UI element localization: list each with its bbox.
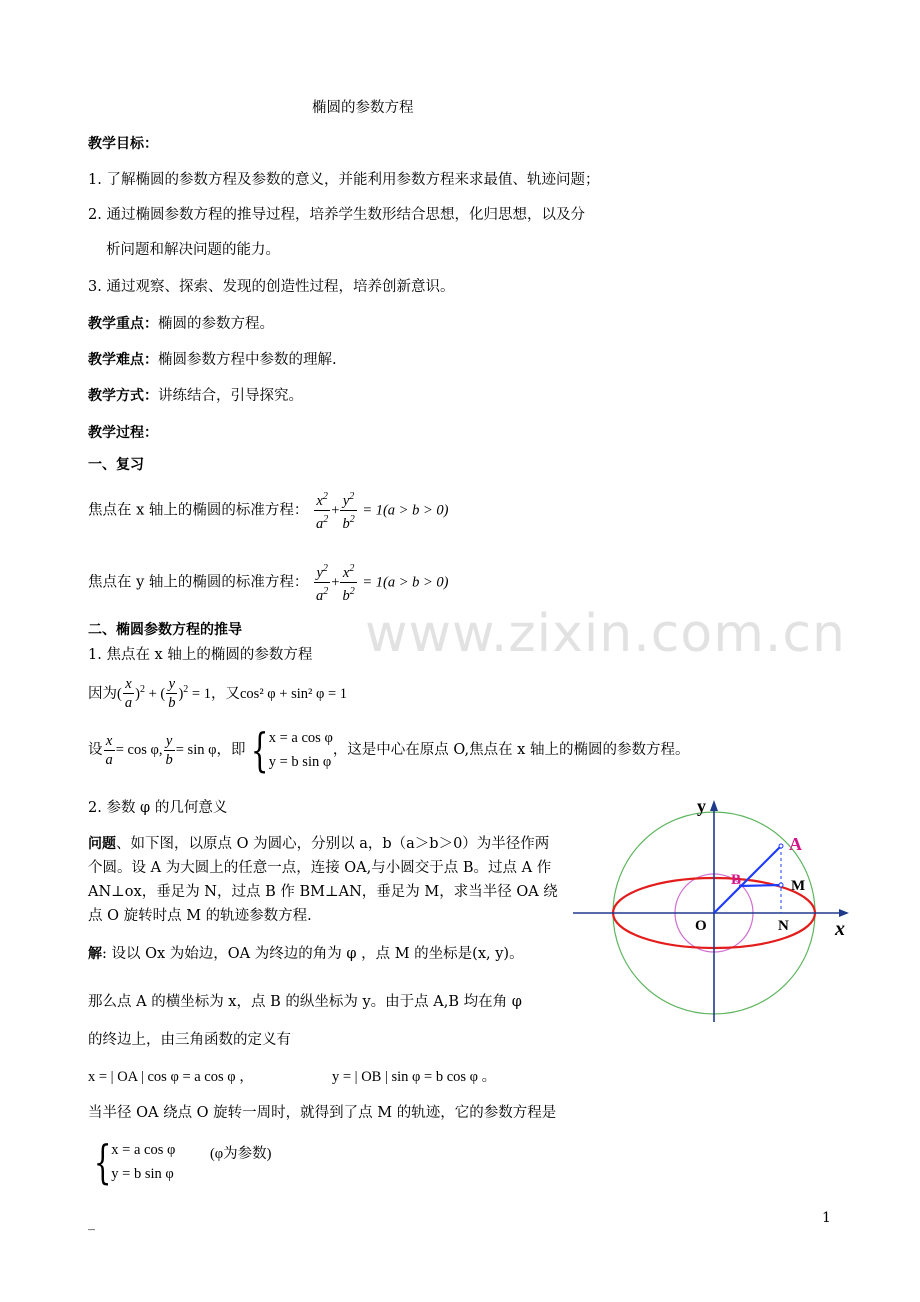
std-eq-y-text: 焦点在 y 轴上的椭圆的标准方程： [88,574,309,591]
fraction: $\frac{x^2}{a^2}$ [314,488,330,533]
key-label: 教学重点： [88,316,158,332]
section-1-heading: 一、复习 [88,457,144,473]
fraction: $\frac{y^2}{a^2}$ [314,560,330,605]
page-title: 椭圆的参数方程 [312,100,414,116]
goal-1: 1. 了解椭圆的参数方程及参数的意义，并能利用参数方程来求最值、轨迹问题； [88,172,600,188]
std-eq-x-text: 焦点在 x 轴上的椭圆的标准方程： [88,502,309,519]
fraction: $\frac{y^2}{b^2}$ [340,488,356,533]
subsection-1: 1. 焦点在 x 轴上的椭圆的参数方程 [88,647,313,663]
also-label: ，又 [210,685,240,702]
label-y: y [697,796,706,816]
fraction: $\frac{y}{b}$ [168,676,176,712]
std-eq-y-cond: = 1(a > b > 0) [362,574,449,591]
solution-line [88,944,524,964]
eq-x: x = | OA | cos φ = a cos φ ， [88,1069,254,1085]
param-note: ，这是中心在原点 O,焦点在 x 轴上的椭圆的参数方程。 [332,742,690,758]
then-line-2: 的终边上，由三角函数的定义有 [88,1032,291,1048]
fraction: $\frac{x^2}{b^2}$ [340,560,356,605]
fraction: $\frac{x}{a}$ [124,676,133,712]
point-m [779,883,783,887]
set-mid2: = sin φ [175,742,217,758]
label-o: O [695,918,707,934]
final-system [111,1138,175,1186]
param-system [269,726,333,774]
trig-identity: cos² φ + sin² φ = 1 [239,685,348,702]
label-b: B [731,872,742,888]
label-n: N [778,918,789,934]
ellipse-figure [565,790,865,1030]
method-text: 讲练结合，引导探究。 [158,388,303,404]
brace-icon: { [93,1135,112,1189]
param-y: y = b sin φ [268,754,332,770]
segment-bm [739,885,781,886]
final-note: (φ为参数) [209,1146,272,1162]
set-line [88,722,689,778]
subsection-2: 2. 参数 φ 的几何意义 [88,800,228,816]
x-axis-arrow-icon [839,909,849,917]
goal-3: 3. 通过观察、探索、发现的创造性过程，培养创新意识。 [88,279,455,295]
because-line: 因为( $\frac{x}{a}$ )$^2$ + ( $\frac{y}{b}$ )$^2$ = 1，又cos² φ + sin² φ = 1 [88,676,348,712]
set-mid: = cos φ, [115,742,163,758]
watermark: www.zixin.com.cn [365,604,846,664]
solution-text: : 设以 Ox 为始边，OA 为终边的角为 φ ，点 M 的坐标是(x, y)。 [102,946,524,962]
radius-oa [714,846,781,913]
fraction: $\frac{x}{a}$ [105,732,113,768]
final-y: y = b sin φ [111,1166,174,1182]
std-eq-y-line: 焦点在 y 轴上的椭圆的标准方程： $\frac{y^2}{a^2}$ + $\frac{x^2}{b^2}$ = 1(a > b > 0) [88,560,448,605]
problem-label: 问题 [88,836,116,852]
solution-label: 解 [88,946,102,962]
footer-mark: _ [88,1215,95,1231]
goal-2a: 2. 通过椭圆参数方程的推导过程，培养学生数形结合思想，化归思想，以及分 [88,207,585,223]
ie-label: ，即 [216,742,246,758]
point-a [779,844,783,848]
set-label: 设 [88,742,103,758]
param-x: x = a cos φ [268,730,333,746]
difficulty-line [88,350,337,370]
method-label: 教学方式： [88,388,158,404]
diff-text: 椭圆参数方程中参数的理解. [158,352,337,368]
std-eq-x-line: 焦点在 x 轴上的椭圆的标准方程： $\frac{x^2}{a^2}$ + $\frac{y^2}{b^2}$ = 1(a > b > 0) [88,488,448,533]
process-heading: 教学过程： [88,425,158,441]
problem-text: 、如下图，以原点 O 为圆心，分别以 a，b（a＞b＞0）为半径作两个圆。设 A 为大圆上的任意一点，连接 OA,与小圆交于点 B。过点 A 作 AN⊥ox，垂足为 N，过点 B 作 BM⊥AN，垂足为 M，求当半径 OA 绕点 O 旋转时点 M 的轨迹参数方程. [88,836,558,924]
then-line-1: 那么点 A 的横坐标为 x，点 B 的纵坐标为 y。由于点 A,B 均在角 φ [88,994,522,1010]
brace-icon: { [251,723,269,777]
diff-label: 教学难点： [88,352,158,368]
method-line [88,386,303,406]
label-m: M [791,878,806,894]
y-axis-arrow-icon [710,800,718,811]
goals-heading: 教学目标： [88,136,158,152]
final-x: x = a cos φ [111,1142,176,1158]
fraction: $\frac{y}{b}$ [165,732,173,768]
because-label: 因为 [88,685,117,702]
page-number: 1 [822,1210,831,1226]
goal-2b: 析问题和解决问题的能力。 [106,242,280,258]
problem-paragraph [88,832,558,928]
label-a: A [789,834,802,854]
section-2-heading: 二、椭圆参数方程的推导 [88,622,242,638]
key-point-line [88,314,274,334]
rotate-line: 当半径 OA 绕点 O 旋转一周时，就得到了点 M 的轨迹，它的参数方程是 [88,1105,557,1121]
key-text: 椭圆的参数方程。 [158,316,274,332]
final-system-line [88,1134,271,1190]
eq-y: y = | OB | sin φ = b cos φ 。 [332,1069,497,1085]
std-eq-x-cond: = 1(a > b > 0) [362,502,449,519]
label-x: x [835,918,845,940]
